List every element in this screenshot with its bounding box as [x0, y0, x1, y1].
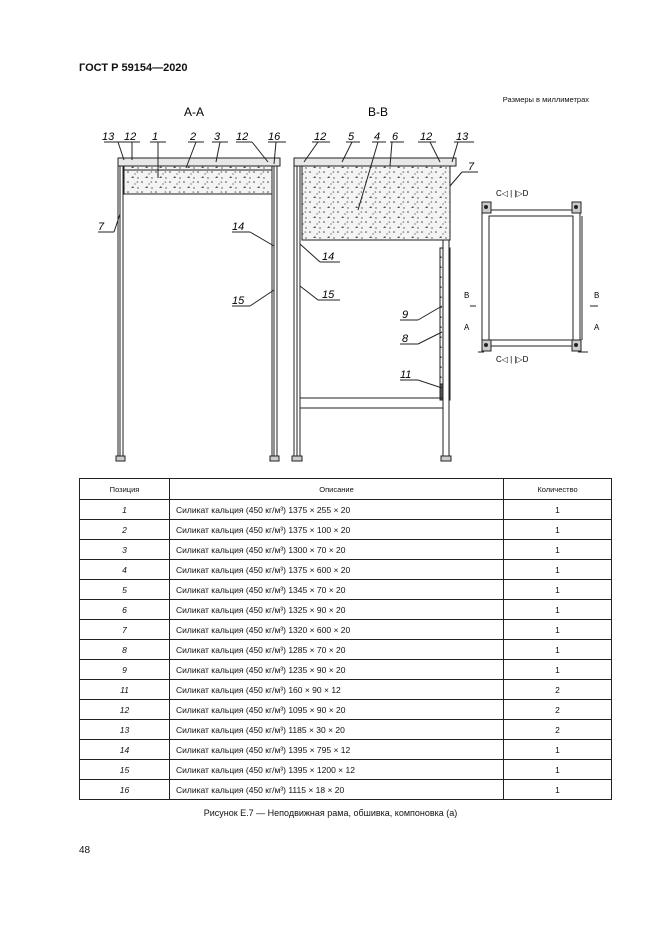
label-bb-14: 14 [322, 251, 335, 263]
cell-description: Силикат кальция (450 кг/м³) 1320 × 600 × 20 [170, 620, 504, 640]
label-aa-3: 3 [214, 131, 221, 143]
cell-quantity: 1 [504, 640, 612, 660]
cell-description: Силикат кальция (450 кг/м³) 1300 × 70 × 20 [170, 540, 504, 560]
table-row [80, 620, 612, 640]
cell-quantity: 1 [504, 760, 612, 780]
header-position: Позиция [80, 479, 170, 500]
cell-description: Силикат кальция (450 кг/м³) 1345 × 70 × 20 [170, 580, 504, 600]
specification-table [79, 478, 612, 800]
view-aa [98, 142, 286, 461]
label-bb-7: 7 [468, 161, 475, 173]
cell-description: Силикат кальция (450 кг/м³) 1395 × 1200 × 12 [170, 760, 504, 780]
table-row [80, 640, 612, 660]
cell-position: 14 [80, 740, 170, 760]
label-aa-2: 2 [190, 131, 197, 143]
cell-quantity: 1 [504, 600, 612, 620]
cell-description: Силикат кальция (450 кг/м³) 1375 × 100 × 20 [170, 520, 504, 540]
label-aa-12a: 12 [124, 131, 137, 143]
table-row [80, 580, 612, 600]
view-title-aa: A-A [184, 105, 205, 119]
label-aa-13: 13 [102, 131, 115, 143]
label-aa-16: 16 [268, 131, 281, 143]
cell-description: Силикат кальция (450 кг/м³) 1285 × 70 × 20 [170, 640, 504, 660]
cell-position: 4 [80, 560, 170, 580]
cell-position: 16 [80, 780, 170, 800]
label-bb-11: 11 [400, 369, 412, 381]
view-bb [292, 142, 478, 461]
cell-position: 5 [80, 580, 170, 600]
cell-quantity: 1 [504, 560, 612, 580]
table-row [80, 680, 612, 700]
cell-description: Силикат кальция (450 кг/м³) 160 × 90 × 12 [170, 680, 504, 700]
table-row [80, 500, 612, 520]
cell-position: 12 [80, 700, 170, 720]
cell-description: Силикат кальция (450 кг/м³) 1375 × 600 × 20 [170, 560, 504, 580]
section-mark-a-left: A [464, 323, 470, 332]
table-header-row [80, 479, 612, 500]
units-note: Размеры в миллиметрах [502, 95, 589, 104]
cell-description: Силикат кальция (450 кг/м³) 1095 × 90 × 20 [170, 700, 504, 720]
cell-position: 9 [80, 660, 170, 680]
view-title-bb: B-B [368, 105, 389, 119]
section-mark-b-left: B [464, 291, 470, 300]
section-mark-b-right: B [594, 291, 600, 300]
label-bb-5: 5 [348, 131, 355, 143]
cell-quantity: 1 [504, 500, 612, 520]
label-aa-7: 7 [98, 221, 105, 233]
cell-position: 11 [80, 680, 170, 700]
cell-position: 7 [80, 620, 170, 640]
table-row [80, 740, 612, 760]
cell-quantity: 2 [504, 680, 612, 700]
cell-description: Силикат кальция (450 кг/м³) 1115 × 18 × 20 [170, 780, 504, 800]
cell-description: Силикат кальция (450 кг/м³) 1375 × 255 × 20 [170, 500, 504, 520]
cell-quantity: 1 [504, 780, 612, 800]
cell-position: 3 [80, 540, 170, 560]
table-row [80, 660, 612, 680]
table-row [80, 560, 612, 580]
cell-quantity: 1 [504, 540, 612, 560]
header-description: Описание [170, 479, 504, 500]
table-row [80, 700, 612, 720]
label-bb-15: 15 [322, 289, 335, 301]
label-bb-4: 4 [374, 131, 381, 143]
label-aa-1: 1 [152, 131, 159, 143]
section-mark-cd-top: C◁ | |▷D [496, 189, 529, 198]
cell-position: 15 [80, 760, 170, 780]
cell-quantity: 1 [504, 660, 612, 680]
label-bb-12a: 12 [314, 131, 327, 143]
header-quantity: Количество [504, 479, 612, 500]
cell-position: 1 [80, 500, 170, 520]
page-number: 48 [79, 845, 91, 856]
label-bb-8: 8 [402, 333, 409, 345]
label-bb-13: 13 [456, 131, 469, 143]
section-mark-a-right: A [594, 323, 600, 332]
cell-description: Силикат кальция (450 кг/м³) 1185 × 30 × 20 [170, 720, 504, 740]
table-row [80, 720, 612, 740]
table-row [80, 520, 612, 540]
label-aa-14: 14 [232, 221, 245, 233]
cell-description: Силикат кальция (450 кг/м³) 1395 × 795 × 12 [170, 740, 504, 760]
cell-quantity: 2 [504, 700, 612, 720]
label-bb-6: 6 [392, 131, 399, 143]
cell-quantity: 1 [504, 520, 612, 540]
figure-caption: Рисунок Е.7 — Неподвижная рама, обшивка, компоновка (а) [203, 808, 458, 818]
table-row [80, 780, 612, 800]
cell-quantity: 1 [504, 620, 612, 640]
cell-position: 13 [80, 720, 170, 740]
label-aa-12b: 12 [236, 131, 249, 143]
plan-view [470, 202, 598, 352]
table-row [80, 760, 612, 780]
cell-position: 2 [80, 520, 170, 540]
section-mark-cd-bottom: C◁ | |▷D [496, 355, 529, 364]
cell-position: 8 [80, 640, 170, 660]
table-row [80, 540, 612, 560]
label-bb-12b: 12 [420, 131, 433, 143]
cell-quantity: 2 [504, 720, 612, 740]
cell-quantity: 1 [504, 580, 612, 600]
label-aa-15: 15 [232, 295, 245, 307]
document-code: ГОСТ Р 59154—2020 [79, 62, 188, 74]
cell-description: Силикат кальция (450 кг/м³) 1325 × 90 × 20 [170, 600, 504, 620]
cell-quantity: 1 [504, 740, 612, 760]
cell-description: Силикат кальция (450 кг/м³) 1235 × 90 × 20 [170, 660, 504, 680]
cell-position: 6 [80, 600, 170, 620]
table-row [80, 600, 612, 620]
label-bb-9: 9 [402, 309, 409, 321]
